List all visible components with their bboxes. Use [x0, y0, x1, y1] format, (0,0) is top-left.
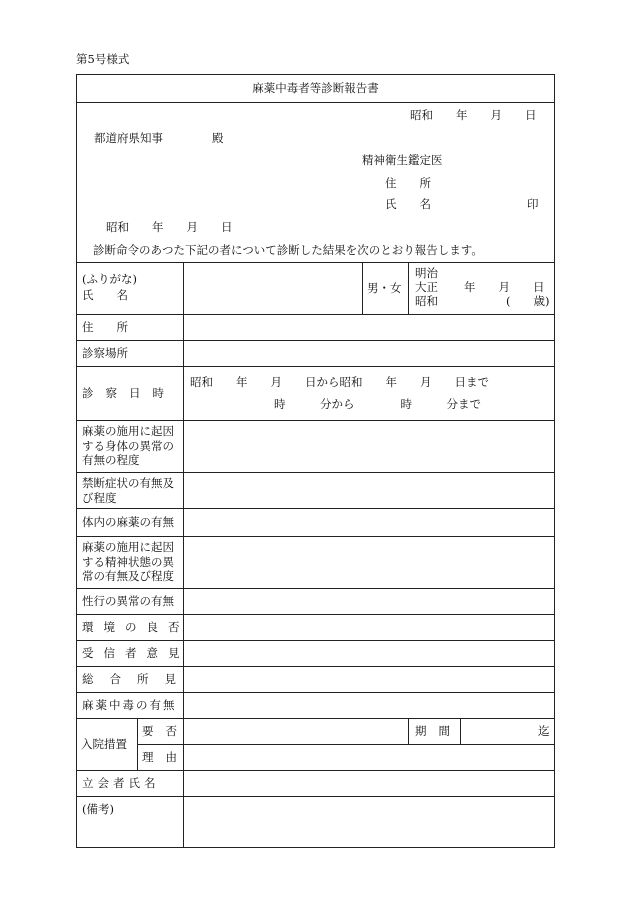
- hospitalization-label: 入院措置: [81, 737, 127, 751]
- summary-field[interactable]: [184, 667, 555, 692]
- in-body-field[interactable]: [184, 509, 555, 536]
- form-label: 第5号様式: [76, 52, 130, 66]
- honorific: 殿: [212, 131, 224, 145]
- doctor-name-label: 氏 名: [385, 197, 431, 211]
- exam-place-field[interactable]: [184, 341, 555, 366]
- reason-field[interactable]: [184, 745, 555, 770]
- conduct-field[interactable]: [184, 589, 555, 614]
- order-date: 昭和 年 月 日: [106, 220, 233, 234]
- birth-date: 年 月 日: [464, 280, 545, 294]
- era-showa: 昭和: [415, 294, 438, 308]
- doctor-title: 精神衛生鑑定医: [362, 153, 443, 167]
- opinion-field[interactable]: [184, 641, 555, 666]
- mental-label: 麻薬の施用に起因する精神状態の異常の有無及び程度: [82, 540, 174, 583]
- mental-field[interactable]: [184, 537, 555, 588]
- addiction-field[interactable]: [184, 693, 555, 718]
- remarks-field[interactable]: [184, 797, 555, 848]
- era-taisho: 大正: [415, 280, 438, 294]
- exam-time-range: 時 分から 時 分まで: [274, 397, 481, 411]
- birth-divider: [408, 262, 409, 314]
- summary-label: 総合所見: [82, 672, 192, 686]
- statement: 診断命令のあつた下記の者について診断した結果を次のとおり報告します。: [93, 243, 483, 257]
- withdrawal-field[interactable]: [184, 473, 555, 508]
- address-field[interactable]: [184, 315, 555, 340]
- row-divider: [76, 366, 555, 367]
- witness-label: 立会者氏名: [82, 776, 160, 790]
- witness-field[interactable]: [184, 771, 555, 796]
- addressee: 都道府県知事: [94, 131, 163, 145]
- withdrawal-label: 禁断症状の有無及び程度: [82, 476, 174, 505]
- necessity-label: 要否: [142, 724, 189, 738]
- necessity-field[interactable]: [184, 719, 408, 744]
- in-body-label: 体内の麻薬の有無: [82, 515, 174, 529]
- report-date: 昭和 年 月 日: [410, 108, 537, 122]
- period-divider: [408, 718, 409, 744]
- document-title: 麻薬中毒者等診断報告書: [252, 81, 379, 95]
- furigana-label: (ふりがな): [82, 272, 137, 286]
- title-divider: [76, 102, 555, 103]
- hospitalization-divider: [137, 718, 138, 770]
- address-label: 住 所: [82, 320, 128, 334]
- period-label: 期間: [415, 724, 462, 738]
- seal-mark: 印: [527, 197, 539, 211]
- doctor-address-label: 住 所: [385, 176, 431, 190]
- sex-field[interactable]: 男・女: [367, 281, 402, 295]
- patient-name-label: 氏 名: [82, 288, 128, 302]
- physical-label: 麻薬の施用に起因する身体の異常の有無の程度: [82, 424, 174, 467]
- opinion-label: 受信者意見: [82, 646, 190, 660]
- patient-name-field[interactable]: [184, 263, 362, 314]
- exam-date-range: 昭和 年 月 日から昭和 年 月 日まで: [190, 375, 489, 389]
- remarks-label: (備考): [82, 802, 114, 816]
- reason-label: 理由: [142, 750, 189, 764]
- until-label: 迄: [538, 724, 550, 738]
- exam-place-label: 診察場所: [82, 346, 128, 360]
- addiction-label: 麻薬中毒の有無: [82, 698, 177, 712]
- conduct-label: 性行の異常の有無: [82, 594, 174, 608]
- environment-field[interactable]: [184, 615, 555, 640]
- physical-field[interactable]: [184, 421, 555, 472]
- environment-label: 環境の良否: [82, 620, 190, 634]
- sex-divider: [362, 262, 363, 314]
- exam-datetime-label: 診察日時: [82, 386, 176, 400]
- era-meiji: 明治: [415, 266, 438, 280]
- age: ( 歳): [506, 294, 550, 308]
